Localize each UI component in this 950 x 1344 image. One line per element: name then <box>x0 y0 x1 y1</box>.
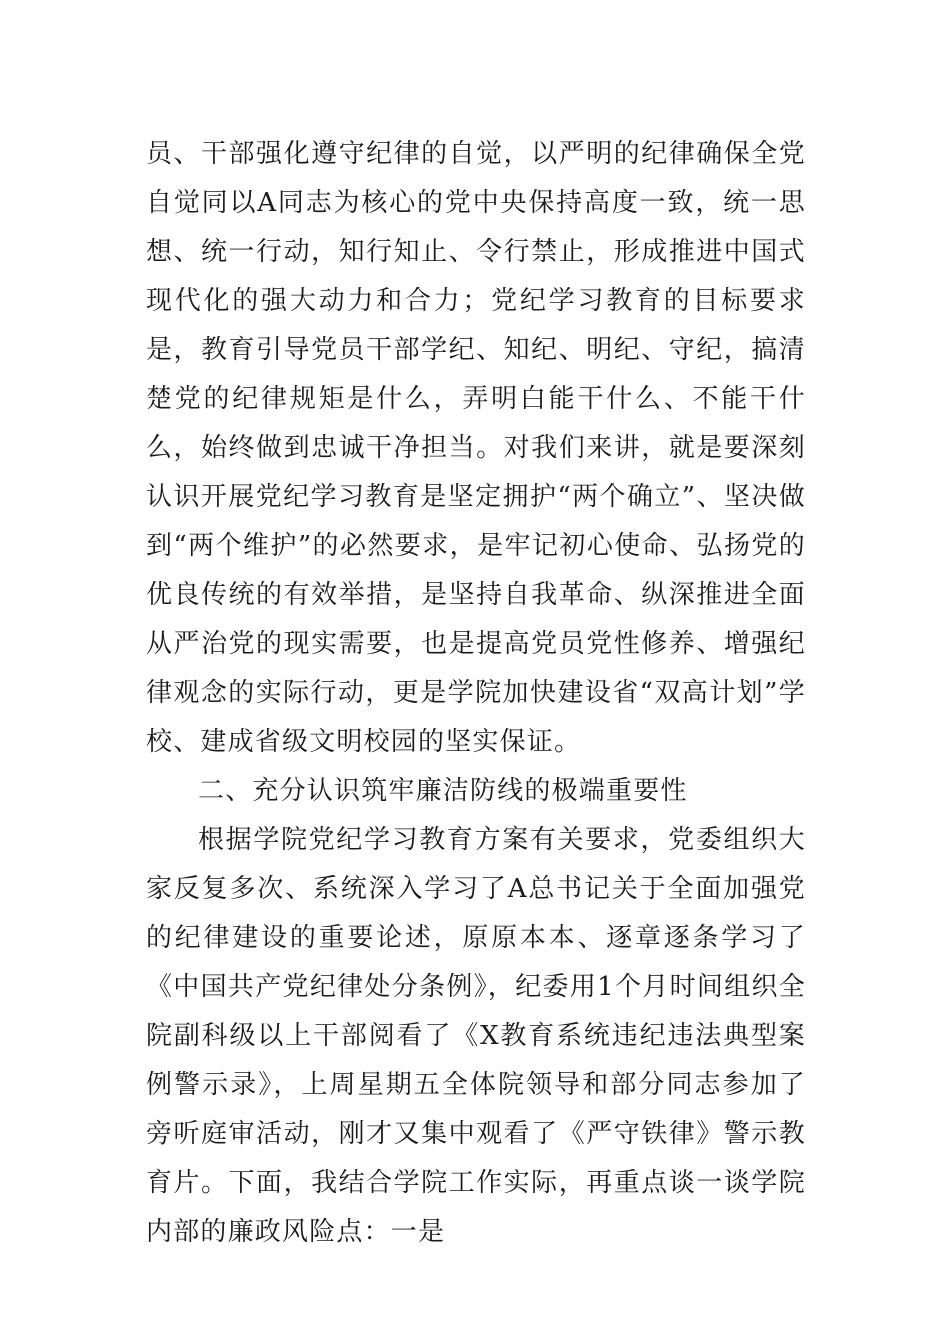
body-paragraph: 根据学院党纪学习教育方案有关要求，党委组织大家反复多次、系统深入学习了A总书记关于全面加强党的纪律建设的重要论述，原原本本、逐章逐条学习了《中国共产党纪律处分条例》，纪委用1个月时间组织全院副科级以上干部阅看了《X教育系统违纪违法典型案例警示录》，上周星期五全体院领导和部分同志参加了旁听庭审活动，刚才又集中观看了《严守铁律》警示教育片。下面，我结合学院工作实际，再重点谈一谈学院内部的廉政风险点：一是 <box>146 825 806 1247</box>
section-heading: 二、充分认识筑牢廉洁防线的极端重要性 <box>198 776 688 806</box>
document-body <box>146 130 806 1257</box>
body-paragraph: 员、干部强化遵守纪律的自觉，以严明的纪律确保全党自觉同以A同志为核心的党中央保持高度一致，统一思想、统一行动，知行知止、令行禁止，形成推进中国式现代化的强大动力和合力；党纪学习教育的目标要求是，教育引导党员干部学纪、知纪、明纪、守纪，搞清楚党的纪律规矩是什么，弄明白能干什么、不能干什么，始终做到忠诚干净担当。对我们来讲，就是要深刻认识开展党纪学习教育是坚定拥护“两个确立”、坚决做到“两个维护”的必然要求，是牢记初心使命、弘扬党的优良传统的有效举措，是坚持自我革命、纵深推进全面从严治党的现实需要，也是提高党员党性修养、增强纪律观念的实际行动，更是学院加快建设省“双高计划”学校、建成省级文明校园的坚实保证。 <box>146 139 806 757</box>
